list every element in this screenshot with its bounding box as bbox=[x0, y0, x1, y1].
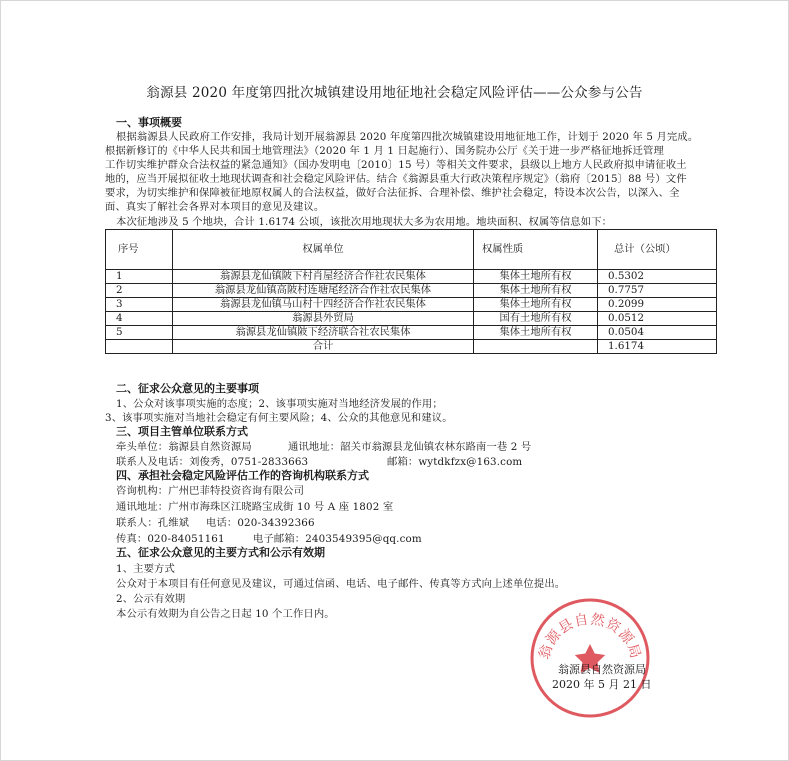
lead-unit-email: 邮箱：wytdkfzx@163.com bbox=[387, 456, 523, 468]
table-row bbox=[106, 326, 717, 340]
consult-fax: 传真：020-84051161 bbox=[116, 533, 225, 545]
table-row bbox=[106, 284, 717, 298]
table-header-row bbox=[106, 230, 717, 270]
table-total-row bbox=[106, 340, 717, 354]
section-2-line-1: 1、公众对该事项实施的态度；2、该事项实施对当地经济发展的作用； bbox=[116, 398, 443, 410]
row-unit: 翁源县龙仙镇陂下经济联合社农民集体 bbox=[173, 326, 474, 340]
header-no: 序号 bbox=[106, 230, 173, 270]
land-parcel-table bbox=[105, 229, 717, 354]
row-no: 1 bbox=[106, 270, 173, 284]
row-no: 3 bbox=[106, 298, 173, 312]
row-unit: 翁源县龙仙镇陂下村肖屋经济合作社农民集体 bbox=[173, 270, 474, 284]
row-area: 0.2099 bbox=[598, 298, 717, 312]
header-unit: 权属单位 bbox=[173, 230, 474, 270]
table-row bbox=[106, 298, 717, 312]
row-nature: 集体土地所有权 bbox=[474, 284, 598, 298]
row-no: 2 bbox=[106, 284, 173, 298]
row-unit: 翁源县龙仙镇高陂村连塘尾经济合作社农民集体 bbox=[173, 284, 474, 298]
section-1-line-2: 根据新修订的《中华人民共和国土地管理法》（2020 年 1 月 1 日起施行）、国务院办公厅《关于进一步严格征地拆迁管理 bbox=[105, 145, 664, 157]
section-1-line-6: 面、真实了解社会各界对本项目的意见及建议。 bbox=[105, 201, 325, 213]
section-5-text-1: 公众对于本项目有任何意见及建议，可通过信函、电话、电子邮件、传真等方式向上述单位提出。 bbox=[116, 578, 566, 590]
row-area: 0.0512 bbox=[598, 312, 717, 326]
section-2-line-2: 3、该事项实施对当地社会稳定有何主要风险；4、公众的其他意见和建议。 bbox=[105, 412, 453, 424]
signature-org: 翁源县自然资源局 bbox=[558, 663, 646, 676]
consult-email: 电子邮箱：2403549395@qq.com bbox=[253, 533, 422, 545]
row-no: 5 bbox=[106, 326, 173, 340]
section-1-line-5: 要求，为切实维护和保障被征地原权属人的合法权益，做好合法征拆、合理补偿、维护社会稳定，特设本次公告，以深入、全 bbox=[105, 187, 680, 199]
row-area: 0.5302 bbox=[598, 270, 717, 284]
total-label: 合计 bbox=[173, 340, 474, 354]
consult-contact: 联系人：孔维斌 bbox=[116, 517, 190, 529]
consult-phone: 电话：020-34392366 bbox=[206, 517, 315, 529]
table-row bbox=[106, 312, 717, 326]
section-1-heading: 一、事项概要 bbox=[116, 116, 182, 129]
section-5-sub-1: 1、主要方式 bbox=[116, 563, 175, 575]
official-seal-stamp bbox=[528, 596, 652, 720]
consult-org: 咨询机构：广州巴菲特投资咨询有限公司 bbox=[116, 485, 305, 497]
section-1-line-3: 工作切实维护群众合法权益的紧急通知》（国办发明电〔2010〕15 号）等相关文件要求，县级以上地方人民政府拟申请征收土 bbox=[105, 159, 687, 171]
table-row bbox=[106, 270, 717, 284]
row-unit: 翁源县龙仙镇马山村十四经济合作社农民集体 bbox=[173, 298, 474, 312]
lead-unit-contact: 联系人及电话：刘俊秀，0751-2833663 bbox=[116, 456, 309, 468]
section-1-line-4: 地的，应当开展拟征收土地现状调查和社会稳定风险评估。结合《翁源县重大行政决策程序规定》（翁府〔2015〕88 号）文件 bbox=[105, 173, 687, 185]
section-2-heading: 二、征求公众意见的主要事项 bbox=[116, 382, 259, 395]
row-area: 0.7757 bbox=[598, 284, 717, 298]
row-nature: 集体土地所有权 bbox=[474, 326, 598, 340]
header-nature: 权属性质 bbox=[474, 230, 598, 270]
seal-text: 翁源县自然资源局 bbox=[536, 611, 644, 662]
section-3-heading: 三、项目主管单位联系方式 bbox=[116, 425, 248, 438]
section-5-sub-2: 2、公示有效期 bbox=[116, 593, 186, 605]
section-5-text-2: 本公示有效期为自公告之日起 10 个工作日内。 bbox=[116, 608, 335, 620]
row-no: 4 bbox=[106, 312, 173, 326]
section-4-heading: 四、承担社会稳定风险评估工作的咨询机构联系方式 bbox=[116, 469, 369, 482]
lead-unit-address: 通讯地址：韶关市翁源县龙仙镇农林东路南一巷 2 号 bbox=[288, 441, 532, 453]
signature-date: 2020 年 5 月 21 日 bbox=[552, 678, 652, 691]
row-nature: 集体土地所有权 bbox=[474, 270, 598, 284]
header-area: 总计（公顷） bbox=[598, 230, 717, 270]
document-title: 翁源县 2020 年度第四批次城镇建设用地征地社会稳定风险评估——公众参与公告 bbox=[146, 85, 643, 101]
total-value: 1.6174 bbox=[598, 340, 717, 354]
row-area: 0.0504 bbox=[598, 326, 717, 340]
row-nature: 集体土地所有权 bbox=[474, 298, 598, 312]
row-nature: 国有土地所有权 bbox=[474, 312, 598, 326]
section-1-line-7: 本次征地涉及 5 个地块，合计 1.6174 公顷，该批次用地现状大多为农用地。地块面积、权属等信息如下： bbox=[116, 216, 613, 228]
section-1-line-1: 根据翁源县人民政府工作安排，我局计划开展翁源县 2020 年度第四批次城镇建设用地征地工作，计划于 2020 年 5 月完成。 bbox=[116, 131, 699, 143]
consult-address: 通讯地址：广州市海珠区江晓路宝成街 10 号 A 座 1802 室 bbox=[116, 501, 394, 513]
row-unit: 翁源县外贸局 bbox=[173, 312, 474, 326]
section-5-heading: 五、征求公众意见的主要方式和公示有效期 bbox=[116, 546, 325, 559]
lead-unit: 牵头单位：翁源县自然资源局 bbox=[116, 441, 252, 453]
